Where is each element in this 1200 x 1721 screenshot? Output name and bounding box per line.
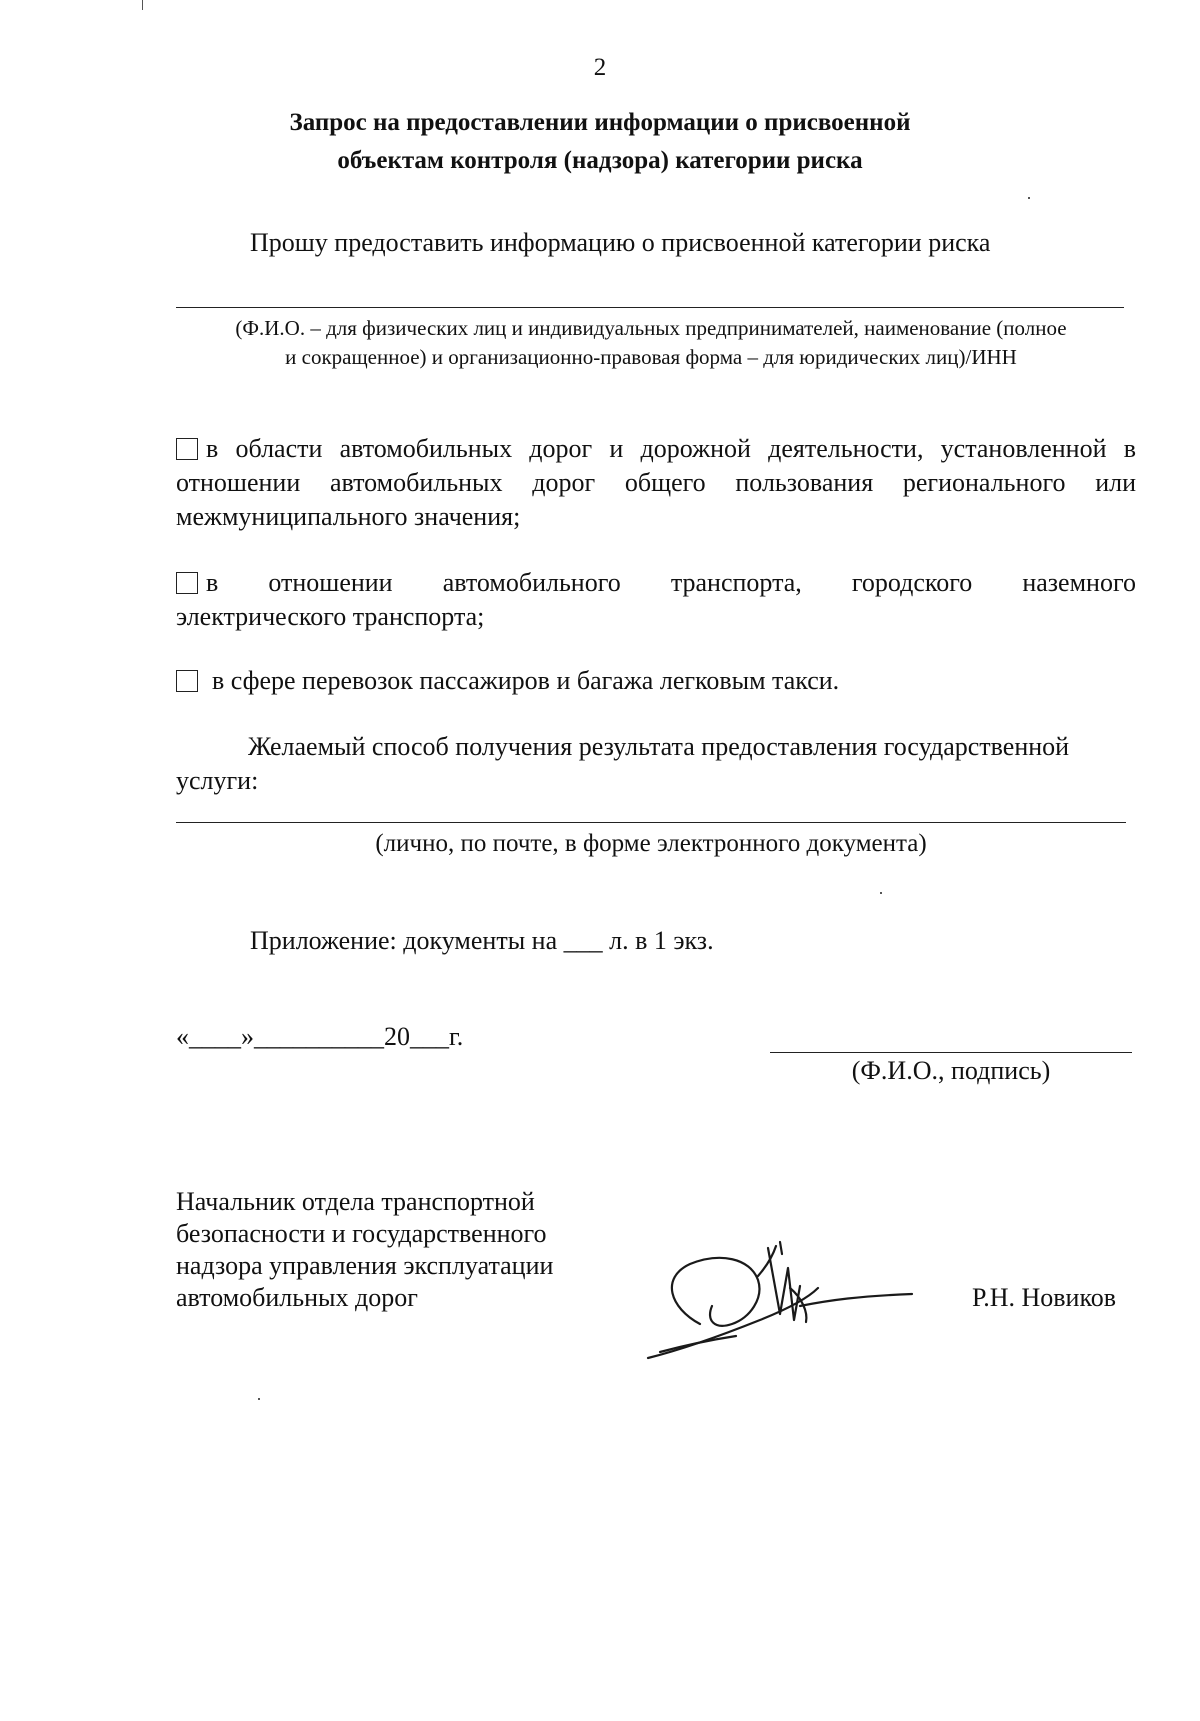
option-transport-word-5: городского [851, 568, 973, 597]
document-title [0, 104, 1200, 180]
option-taxi [176, 664, 1136, 698]
checkbox-taxi[interactable] [176, 670, 198, 692]
option-transport-line-2: электрического транспорта; [176, 602, 485, 631]
option-transport-word-3: автомобильного [442, 568, 621, 597]
position-line-4: автомобильных дорог [176, 1283, 418, 1312]
note-line-1: (Ф.И.О. – для физических лиц и индивидуальных предпринимателей, наименование (полное [235, 316, 1067, 340]
signature-line[interactable] [770, 1052, 1132, 1053]
option-taxi-text: в сфере перевозок пассажиров и багажа легковым такси. [212, 666, 840, 695]
method-line-1: Желаемый способ получения результата предоставления государственной [248, 732, 1070, 761]
option-transport-word-2: отношении [268, 568, 393, 597]
signer-name: Р.Н. Новиков [972, 1283, 1117, 1312]
option-transport-word-1: в [176, 566, 218, 600]
option-roads [176, 432, 1136, 534]
scan-speck [258, 1398, 260, 1400]
title-line-1: Запрос на предоставлении информации о присвоенной [289, 109, 911, 136]
handwritten-signature [640, 1228, 940, 1368]
delivery-method [176, 730, 1136, 798]
scan-speck [880, 892, 882, 894]
note-line-2: и сокращенное) и организационно-правовая форма – для юридических лиц)/ИНН [285, 345, 1017, 369]
option-roads-text: в области автомобильных дорог и дорожной деятельности, установленной в отношении автомобильных дорог общего пользования регионального или межмуниципального значения; [176, 434, 1136, 531]
position-line-3: надзора управления эксплуатации [176, 1251, 554, 1280]
option-transport-word-6: наземного [1022, 568, 1136, 597]
attachment-line: Приложение: документы на ___ л. в 1 экз. [250, 926, 714, 955]
signature-caption: (Ф.И.О., подпись) [851, 1056, 1051, 1085]
checkbox-roads[interactable] [176, 438, 198, 460]
position-line-2: безопасности и государственного [176, 1219, 547, 1248]
method-line-2: услуги: [176, 766, 259, 795]
applicant-name-line[interactable] [176, 307, 1124, 308]
scan-speck [1028, 197, 1030, 199]
option-transport-line-1 [176, 566, 1136, 600]
option-transport-word-4: транспорта, [670, 568, 802, 597]
page-number: 2 [593, 54, 607, 81]
signer-position [176, 1186, 553, 1314]
checkbox-transport[interactable] [176, 572, 198, 594]
scan-speck [142, 0, 143, 10]
delivery-method-line[interactable] [176, 822, 1126, 823]
position-line-1: Начальник отдела транспортной [176, 1187, 535, 1216]
request-text: Прошу предоставить информацию о присвоенной категории риска [250, 228, 991, 257]
option-transport [176, 566, 1136, 634]
date-line: «____»__________20___г. [176, 1022, 464, 1051]
title-line-2: объектам контроля (надзора) категории риска [337, 147, 863, 174]
applicant-name-note [176, 314, 1126, 372]
delivery-method-caption: (лично, по почте, в форме электронного документа) [375, 830, 927, 857]
